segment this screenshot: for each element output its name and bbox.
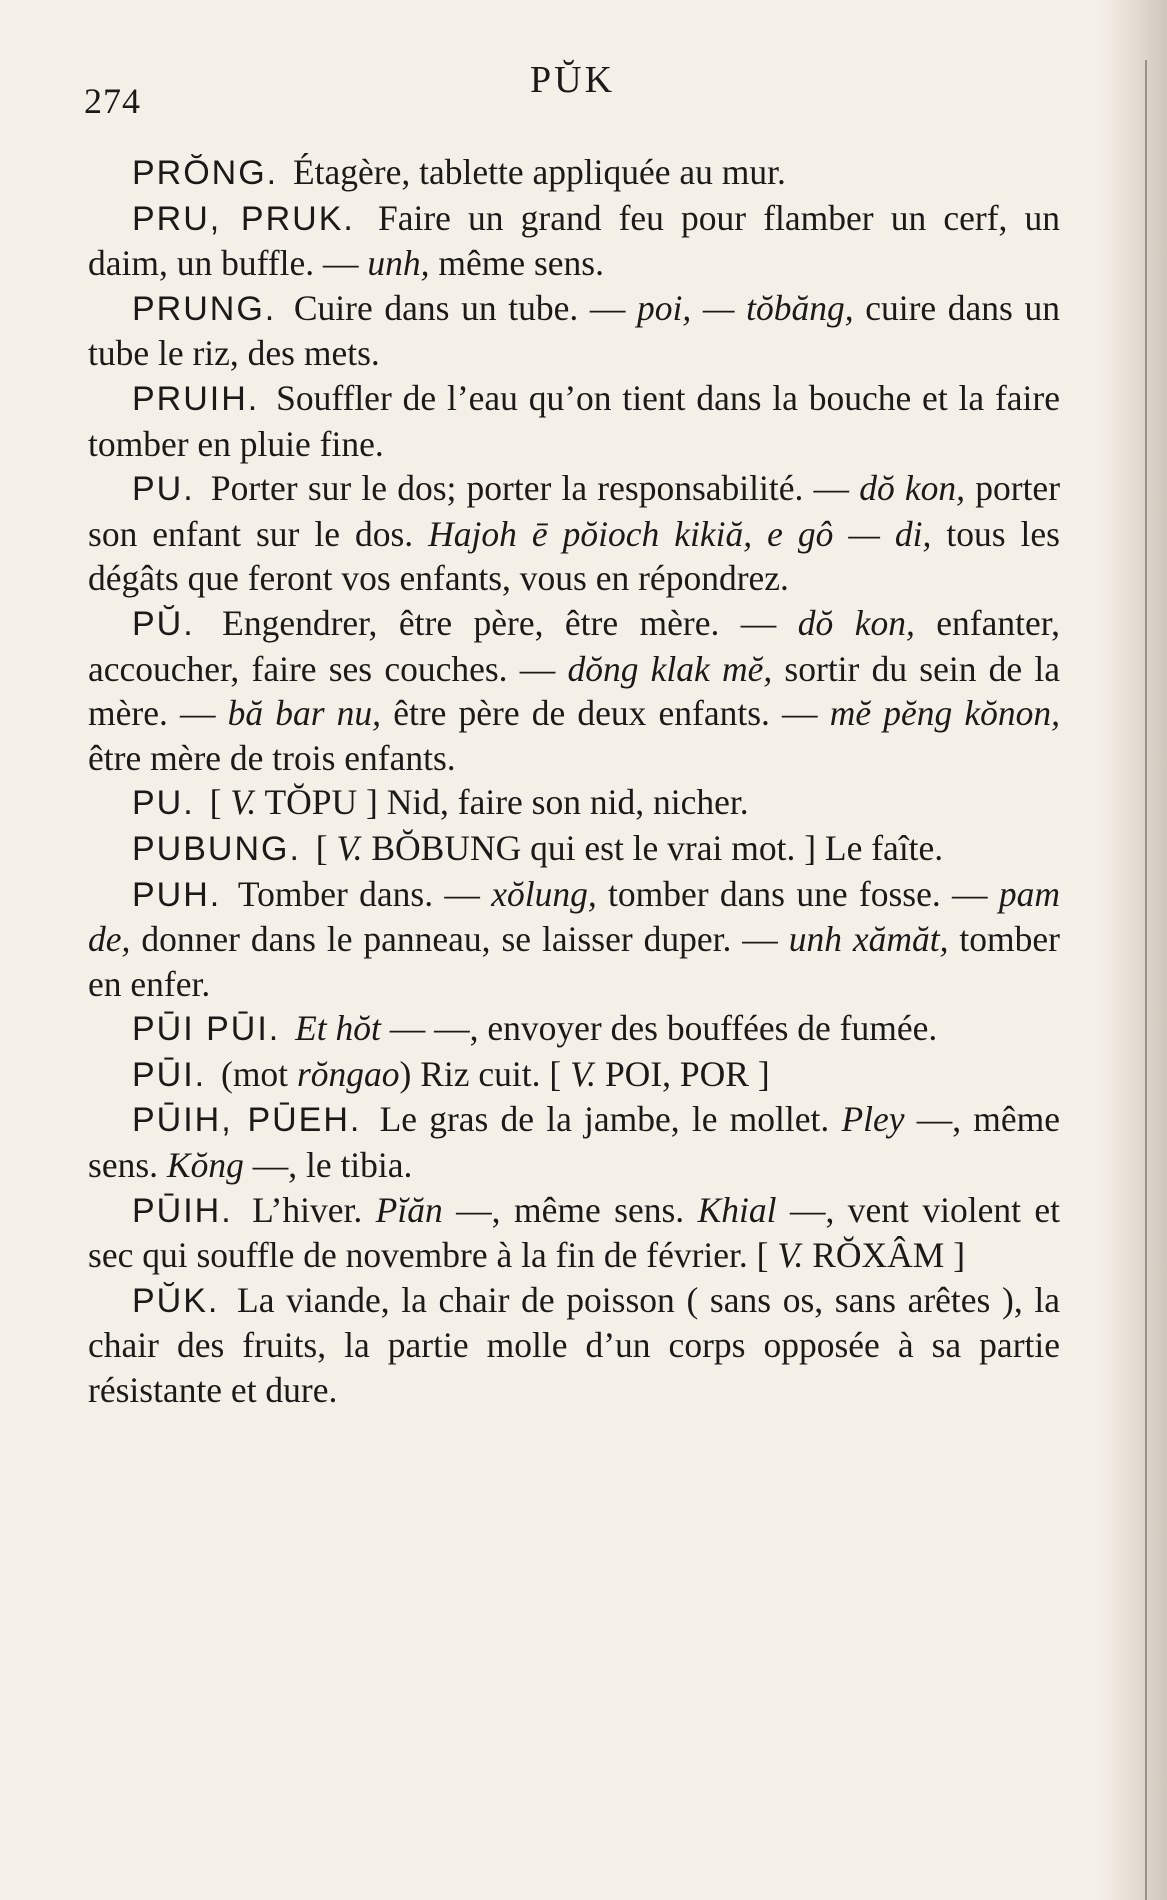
entry-headword: PU. — [132, 470, 195, 509]
entry-definition: RŎXÂM ] — [803, 1235, 966, 1276]
entry-example: Pĭăn — [375, 1189, 443, 1230]
running-head — [0, 58, 1167, 121]
entry-translation: être mère de trois enfants. — [88, 737, 456, 778]
entry-reference-marker: V. — [336, 827, 363, 868]
page-edge-shadow — [1145, 60, 1147, 1900]
entry-example: unh xămăt, — [788, 919, 949, 960]
entry-translation: tomber en enfer. — [88, 919, 1060, 1004]
entry-definition: BŎBUNG qui est le vrai mot. ] Le faîte. — [362, 827, 944, 868]
entry-example: pam de, — [88, 873, 1061, 960]
entry-headword: PŪI PŪI. — [132, 1010, 281, 1049]
entry-headword: PŪIH. — [132, 1191, 233, 1230]
entry-pruih — [88, 376, 1060, 466]
entry-example: Khial — [697, 1189, 777, 1230]
entry-headword: PŪI. — [132, 1055, 207, 1094]
entry-pru-pruk — [88, 196, 1060, 286]
entry-definition: Cuire dans un tube. — — [293, 287, 637, 328]
entry-example: Et hŏt — [295, 1008, 381, 1049]
entry-headword: PRUNG. — [132, 289, 277, 328]
entry-headword: PU. — [132, 784, 195, 823]
entry-example: Hajoh ē pŏioch kikiă, e gô — di, — [428, 513, 932, 554]
entry-pubung — [88, 826, 1060, 872]
entry-dialect: rŏngao — [296, 1053, 400, 1094]
entry-example: unh, — [367, 243, 430, 284]
entry-example: poi, — tŏbăng, — [637, 287, 854, 328]
entry-pui-riz — [88, 1052, 1060, 1098]
page-number: 274 — [84, 81, 141, 121]
entry-prung — [88, 286, 1060, 376]
entry-puih-pueh — [88, 1097, 1060, 1187]
entry-definition: Engendrer, être père, être mère. — — [222, 602, 798, 643]
entry-definition: La viande, la chair de poisson ( sans os, sans arêtes ), la chair des fruits, la partie molle d’un corps opposée à sa partie résistante et dure. — [88, 1279, 1060, 1411]
entry-headword: PUBUNG. — [132, 829, 301, 868]
entry-headword: PRŎNG. — [132, 154, 279, 192]
entry-headword: PŪIH, PŪEH. — [132, 1101, 362, 1140]
entry-translation: cuire dans un tube le riz, des mets. — [88, 287, 1061, 374]
entry-translation: — —, envoyer des bouffées de fumée. — [380, 1008, 938, 1049]
entry-definition: Tomber dans. — — [237, 873, 492, 914]
entry-example: Pley — [841, 1099, 905, 1140]
entry-translation: même sens. — [429, 243, 604, 284]
entry-pu-engendrer — [88, 601, 1060, 780]
entry-example: dŏ kon, — [797, 602, 915, 643]
entry-reference-marker: V. — [570, 1053, 597, 1094]
entry-translation: —, le tibia. — [243, 1145, 413, 1186]
entry-headword: PRU, PRUK. — [132, 199, 355, 238]
entry-headword: PŬK. — [132, 1281, 220, 1320]
entry-headword: PRUIH. — [132, 379, 260, 418]
entry-translation: porter son enfant sur le dos. — [88, 468, 1061, 554]
entry-translation: enfanter, accoucher, faire ses couches. — — [88, 602, 1061, 689]
entry-translation: —, même sens. — [442, 1189, 698, 1230]
entry-pu-nid — [88, 780, 1060, 826]
entry-pui-pui — [88, 1006, 1060, 1052]
entry-translation: —, même sens. — [88, 1099, 1060, 1186]
entry-definition: (mot — [221, 1053, 297, 1094]
entry-translation: être père de deux enfants. — — [381, 693, 830, 734]
entry-example: bă bar nu, — [227, 693, 382, 734]
entries-column — [88, 150, 1060, 1413]
entry-translation: tous les dégâts que feront vos enfants, vous en répondrez. — [88, 513, 1060, 599]
entry-reference-marker: V. — [777, 1235, 804, 1276]
entry-definition: POI, POR ] — [596, 1053, 770, 1094]
entry-definition: [ — [315, 827, 337, 868]
entry-definition: [ — [209, 782, 231, 823]
entry-translation: tomber dans une fosse. — — [596, 873, 999, 914]
entry-definition: Porter sur le dos; porter la responsabilité. — — [210, 468, 860, 509]
entry-puh — [88, 872, 1060, 1007]
entry-definition: Faire un grand feu pour flamber un cerf, un daim, un buffle. — — [88, 197, 1061, 284]
entry-puih-hiver — [88, 1188, 1060, 1278]
entry-puk — [88, 1278, 1060, 1413]
entry-definition: Étagère, tablette appliquée au mur. — [293, 152, 786, 192]
entry-example: dŏng klak mĕ, — [567, 648, 773, 689]
entry-translation: sortir du sein de la mère. — — [88, 648, 1060, 734]
entry-definition: ) Riz cuit. [ — [399, 1053, 571, 1094]
entry-example: xŏlung, — [491, 873, 597, 914]
entry-pu-porter — [88, 466, 1060, 601]
entry-example: Kŏng — [166, 1145, 244, 1186]
entry-headword: PŬ. — [132, 604, 195, 643]
entry-definition: TŎPU ] Nid, faire son nid, nicher. — [256, 782, 749, 823]
entry-reference-marker: V. — [230, 782, 257, 823]
running-title: PŬK — [530, 59, 616, 101]
entry-example: dŏ kon, — [859, 468, 966, 509]
entry-definition: Le gras de la jambe, le mollet. — [379, 1099, 842, 1140]
entry-example: mĕ pĕng kŏnon, — [829, 693, 1060, 734]
entry-translation: donner dans le panneau, se laisser duper. — — [130, 919, 789, 960]
entry-prong — [88, 150, 1060, 196]
entry-definition: Souffler de l’eau qu’on tient dans la bouche et la faire tomber en pluie fine. — [88, 377, 1060, 464]
entry-definition: L’hiver. — [252, 1189, 376, 1230]
entry-translation: —, vent violent et sec qui souffle de novembre à la fin de février. [ — [88, 1189, 1060, 1276]
entry-headword: PUH. — [132, 875, 222, 914]
